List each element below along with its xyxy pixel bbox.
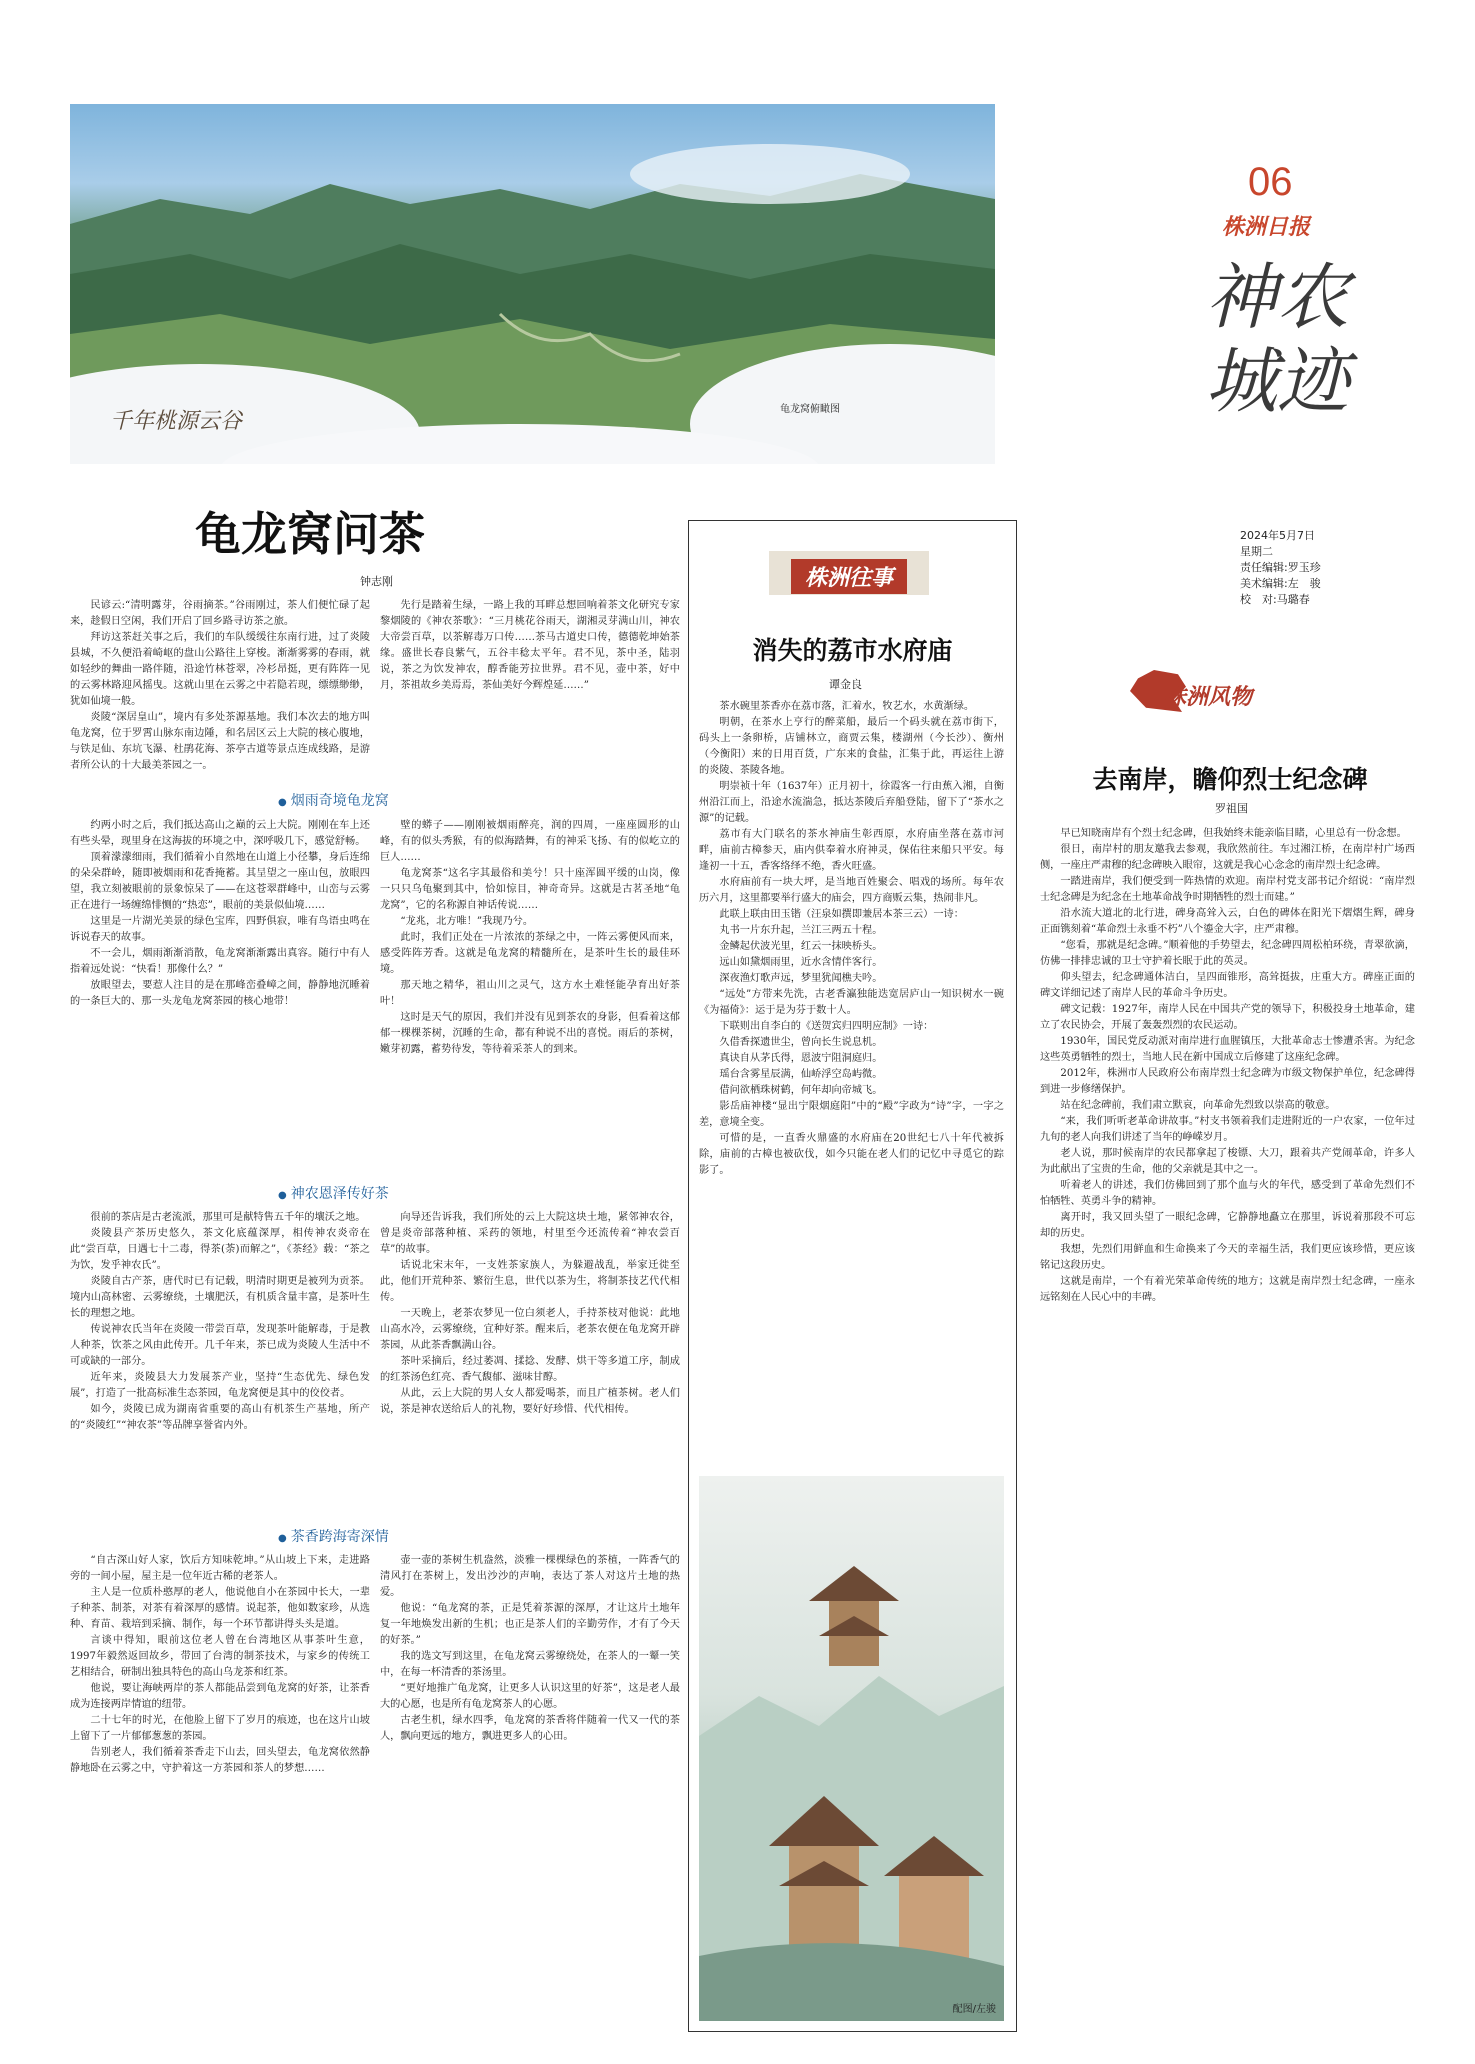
article3-author: 罗祖国: [1215, 802, 1248, 815]
article1-section3-heading: ● 茶香跨海寄深情: [278, 1526, 389, 1546]
article3-title: 去南岸，瞻仰烈士纪念碑: [1092, 765, 1368, 794]
illustration-caption: 配图/左骏: [952, 2004, 996, 2015]
photo-caption: 龟龙窝俯瞰图: [780, 404, 840, 415]
issue-weekday: 星期二: [1240, 545, 1273, 558]
article1-section2-col1: 很前的茶店是古老流派，那里可是献特售五千年的壤沃之地。 炎陵县产茶历史悠久，茶文化底蕴深厚，相传神农炎帝在此“尝百草，日遇七十二毒，得茶(荼)而解之”，《茶经》载：“茶之为饮，发乎神农氏”。 炎陵自古产茶，唐代时已有记载，明清时期更是被列为贡茶。境内山高林密、云雾缭绕，土壤肥沃，有机质含量丰富，是茶叶生长的理想之地。 传说神农氏当年在炎陵一带尝百草，发现茶叶能解毒，于是教人种茶，饮茶之风由此传开。几千年来，茶已成为炎陵人生活中不可或缺的一部分。 近年来，炎陵县大力发展茶产业，坚持“生态优先、绿色发展”，打造了一批高标准生态茶园，龟龙窝便是其中的佼佼者。 如今，炎陵已成为湖南省重要的高山有机茶生产基地，所产的“炎陵红”“神农茶”等品牌享誉省内外。: [70, 1212, 370, 1431]
hero-photo: [70, 104, 995, 464]
editor: 责任编辑:罗玉珍: [1240, 561, 1321, 574]
column-title-line2: 城迹: [1205, 339, 1350, 423]
issue-meta: [1240, 528, 1400, 608]
article1-section1-heading: ● 烟雨奇境龟龙窝: [278, 790, 389, 810]
temple-illustration: [699, 1476, 1004, 2021]
article2-banner: 株洲往事: [791, 559, 907, 594]
logo-text: 千年桃源云谷: [110, 409, 243, 434]
article2-poem1: 丸书一片东升起，兰江三两五十程。 金鳞起伏波光里，红云一抹映桥头。 远山如黛烟雨里，近水含情伴客行。 深夜渔灯歌声远，梦里犹闻樵夫吟。: [719, 925, 883, 984]
page-number: 06: [1248, 160, 1293, 204]
article1-col2-top: 先行是踏着生绿，一路上我的耳畔总想回响着茶文化研究专家黎烟陵的《神农茶歌》：“三月桃花谷雨天，湖湘灵芽满山川，神农大帝尝百草，以茶解毒万口传……茶马古道史口传，德德乾坤始茶缘。盛世长春良紫气，五谷丰稔太平年。君不见，茶中圣，陆羽说，茶之为饮发神农，醇香能芳拉世界。君不见，壶中茶，好中月，茶祖故乡美焉焉，茶仙美好今辉煌延……”: [380, 600, 680, 691]
article1-section1-col2: 壁的蟒子——刚刚被烟雨醉亮，润的四周，一座座圆形的山峰，有的似头秀猴，有的似海踏舞，有的神采飞扬、有的似屹立的巨人…… 龟龙窝茶“这名字其最俗和美兮！只十座浑圆平缓的山岗，像一只只乌龟聚到其中，恰如惊目，神奇奇异。这就是古茗圣地“龟龙窝”，它的名称源自神话传说…… “龙兆，北方唯！”我现乃兮。 此时，我们正处在一片浓浓的茶绿之中，一阵云雾便风而来，感受阵阵芳香。这就是龟龙窝的精髓所在，是茶叶生长的最佳环境。 那天地之精华，祖山川之灵气，这方水土难怪能孕育出好茶叶！ 这时是天气的原因，我们并没有见到茶农的身影，但看着这郁郁一棵棵茶树，沉睡的生命，都有种说不出的喜悦。雨后的茶树，嫩芽初露，蓄势待发，等待着采茶人的到来。: [380, 820, 680, 1055]
paper-name: 株洲日报: [1222, 214, 1311, 240]
article2-author: 谭金良: [829, 678, 862, 691]
article1-col1: 民谚云:“清明露芽，谷雨摘茶。”谷雨刚过，茶人们便忙碌了起来，趁假日空闲，我们开启了回乡路寻访茶之旅。 拜访这茶赶关事之后，我们的车队缓缓往东南行进，过了炎陵县城，不久便沿着崎岖的盘山公路往上穿梭。渐渐雾雾的春雨，就如轻纱的舞曲一路伴随，沿途竹林苍翠，冷杉昂挺，更有阵阵一见的云雾林路迎风摇曳。这就山里在云雾之中若隐若现，缥缥缈缈，犹如仙境一般。 炎陵“深居皇山”，境内有多处茶源基地。我们本次去的地方叫龟龙窝，位于罗霄山脉东南边陲，和名居区云上大院的核心腹地，与铁足仙、东坑飞瀑、杜鹃花海、茶亭古道等景点连成线路，是游者所公认的十大最美茶园之一。: [70, 600, 370, 771]
article1-section2-col2: 向导还告诉我，我们所处的云上大院这块土地，紧邻神农谷，曾是炎帝部落种植、采药的领地，村里至今还流传着“神农尝百草”的故事。 话说北宋末年，一支姓茶家族人，为躲避战乱，举家迁徙至此，他们开荒种茶、繁衍生息，世代以茶为生，将制茶技艺代代相传。 一天晚上，老茶农梦见一位白须老人，手持茶枝对他说：此地山高水冷，云雾缭绕，宜种好茶。醒来后，老茶农便在龟龙窝开辟茶园，从此茶香飘满山谷。 茶叶采摘后，经过萎凋、揉捻、发酵、烘干等多道工序，制成的红茶汤色红亮、香气馥郁、滋味甘醇。 从此，云上大院的男人女人都爱喝茶，而且广植茶树。老人们说，茶是神农送给后人的礼物，要好好珍惜、代代相传。: [380, 1212, 680, 1415]
article1-section2-heading: ● 神农恩泽传好茶: [278, 1183, 389, 1203]
article2-box: [688, 520, 1017, 2032]
article1-section3-col2: 壶一壶的茶树生机盎然，淡雅一棵棵绿色的茶植，一阵香气的清风打在茶树上，发出沙沙的声响，表达了茶人对这片土地的热爱。 他说：“龟龙窝的茶，正是凭着茶源的深厚，才让这片土地年复一年地焕发出新的生机；也正是茶人们的辛勤劳作，才有了今天的好茶。” 我的选文写到这里，在龟龙窝云雾缭绕处，在茶人的一颦一笑中，在每一杯清香的茶汤里。 “更好地推广龟龙窝，让更多人认识这里的好茶”，这是老人最大的心愿，也是所有龟龙窝茶人的心愿。 古老生机，绿水四季，龟龙窝的茶香将伴随着一代又一代的茶人，飘向更远的地方，飘进更多人的心田。: [380, 1555, 680, 1742]
article2-body: 茶水碗里茶香亦在荔市落，汇着水，牧艺水，水黄渐绿。 明朝，在茶水上亨行的醉菜船，最后一个码头就在荔市街下，码头上一条卵桥，店铺林立，商贾云集，楼湖州（今长沙）、衡州（今衡阳）来的日用百货，广东来的食盐，汇集于此，再运往上游的炎陵、茶陵各地。 明崇祯十年（1637年）正月初十，徐霞客一行由蕉入湘，自衡州沿江而上，沿途水流湍急，抵达茶陵后弃船登陆，留下了“茶水之源”的记载。 荔市有大门联名的茶水神庙生彰西原，水府庙坐落在荔市河畔，庙前古樟参天，庙内供奉着水府神灵，保佑往来船只平安。每逢初一十五，香客络绎不绝，香火旺盛。 水府庙前有一块大坪，是当地百姓聚会、唱戏的场所。每年农历六月，这里都要举行盛大的庙会，四方商贩云集，热闹非凡。 此联上联由田玉锴（汪泉如撰即兼居本茶三云）一诗： 丸书一片东升起，兰江三两五十程。 金鳞起伏波光里，红云一抹映桥头。 远山如黛烟雨里，近水含情伴客行。 深夜渔灯歌声远，梦里犹闻樵夫吟。 “远处”方带来先洗，古老香瀛独能迭宽居庐山一知识树水一碗《为福倚》：运于是为芬于数十人。 下联则出自李白的《送贺宾归四明应制》一诗： 久借香探遗世尘，曾向长生说息机。 真诀自从茅氏得，恩波宁阻洞庭归。 瑶台含雾星辰满，仙峤浮空岛屿微。 借问欲栖珠树鹤，何年却向帝城飞。 影岳庙神楼“显出宁限烟庭阳”中的“殿”字政为“诗”字，一字之差，意境全变。 可惜的是，一直香火鼎盛的水府庙在20世纪七八十年代被拆除，庙前的古樟也被砍伐，如今只能在老人们的记忆中寻觅它的踪影了。: [699, 701, 1004, 1176]
article1-section1-col1: 约两小时之后，我们抵达高山之巅的云上大院。刚刚在车上还有些头晕，现里身在这海拔的环境之中，深呼吸几下，感觉舒畅。 顶着濛濛细雨，我们循着小自然地在山道上小径攀，身后连绵的朵朵群岭，随即被烟雨和花香掩蓄。其呈望之一座山包，放眼四望，我立刻被眼前的景象惊呆了——在这苍翠群峰中，山峦与云雾正在进行一场缠绵悱恻的“热恋”，眼前的美景似仙境…… 这里是一片湖光美景的绿色宝库，四野俱寂，唯有鸟语虫鸣在诉说春天的故事。 不一会儿，烟雨渐渐消散，龟龙窝渐渐露出真容。随行中有人指着远处说：“快看！那像什么？” 放眼望去，要惹人注目的是在那峰峦叠嶂之间，静静地沉睡着的一条巨大的、那一头龙龟龙窝茶园的核心地带！: [70, 820, 370, 1007]
article3-banner: 株洲风物: [1164, 685, 1253, 710]
proofreader: 校 对:马璐春: [1240, 593, 1310, 606]
column-title-line1: 神农: [1205, 255, 1350, 339]
issue-date: 2024年5月7日: [1240, 529, 1315, 542]
article2-title: 消失的荔市水府庙: [752, 636, 953, 665]
article1-section3-col1: “自古深山好人家，饮后方知味乾坤。”从山坡上下来，走进路旁的一间小屋，屋主是一位年近古稀的老茶人。 主人是一位质朴憨厚的老人，他说他自小在茶园中长大，一辈子种茶、制茶，对茶有着深厚的感情。说起茶，他如数家珍，从选种、育苗、栽培到采摘、制作，每一个环节都讲得头头是道。 言谈中得知，眼前这位老人曾在台湾地区从事茶叶生意，1997年毅然返回故乡，带回了台湾的制茶技术，与家乡的传统工艺相结合，研制出独具特色的高山乌龙茶和红茶。 他说，要让海峡两岸的茶人都能品尝到龟龙窝的好茶，让茶香成为连接两岸情谊的纽带。 二十七年的时光，在他脸上留下了岁月的痕迹，也在这片山坡上留下了一片郁郁葱葱的茶园。 告别老人，我们循着茶香走下山去，回头望去，龟龙窝依然静静地卧在云雾之中，守护着这一方茶园和茶人的梦想……: [70, 1555, 370, 1774]
art-editor: 美术编辑:左 骏: [1240, 577, 1321, 590]
article1-title: 龟龙窝问茶: [195, 507, 425, 561]
article3-body: 早已知晓南岸有个烈士纪念碑，但我始终未能亲临目睹，心里总有一份念想。 很日，南岸村的朋友邀我去参观，我欣然前往。车过湘江桥，在南岸村广场西侧，一座庄严肃穆的纪念碑映入眼帘，这就是我心心念念的南岸烈士纪念碑。 一踏进南岸，我们便受到一阵热情的欢迎。南岸村党支部书记介绍说：“南岸烈士纪念碑是为纪念在土地革命战争时期牺牲的烈士而建。” 沿水流大道北的北行进，碑身高耸入云，白色的碑体在阳光下熠熠生辉，碑身正面镌刻着“革命烈士永垂不朽”八个鎏金大字，庄严肃穆。 “您看，那就是纪念碑。”顺着他的手势望去，纪念碑四周松柏环绕，青翠欲滴，仿佛一排排忠诚的卫士守护着长眠于此的英灵。 仰头望去，纪念碑通体洁白，呈四面锥形，高耸挺拔，庄重大方。碑座正面的碑文详细记述了南岸人民的革命斗争历史。 碑文记载：1927年，南岸人民在中国共产党的领导下，积极投身土地革命，建立了农民协会，开展了轰轰烈烈的农民运动。 1930年，国民党反动派对南岸进行血腥镇压，大批革命志士惨遭杀害。为纪念这些英勇牺牲的烈士，当地人民在新中国成立后修建了这座纪念碑。 2012年，株洲市人民政府公布南岸烈士纪念碑为市级文物保护单位，纪念碑得到进一步修缮保护。 站在纪念碑前，我们肃立默哀，向革命先烈致以崇高的敬意。 “来，我们听听老革命讲故事。”村支书领着我们走进附近的一户农家，一位年过九旬的老人向我们讲述了当年的峥嵘岁月。 老人说，那时候南岸的农民都拿起了梭镖、大刀，跟着共产党闹革命，许多人为此献出了宝贵的生命，他的父亲就是其中之一。 听着老人的讲述，我们仿佛回到了那个血与火的年代，感受到了革命先烈们不怕牺牲、英勇斗争的精神。 离开时，我又回头望了一眼纪念碑，它静静地矗立在那里，诉说着那段不可忘却的历史。 我想，先烈们用鲜血和生命换来了今天的幸福生活，我们更应该珍惜，更应该铭记这段历史。 这就是南岸，一个有着光荣革命传统的地方；这就是南岸烈士纪念碑，一座永远铭刻在人民心中的丰碑。: [1040, 828, 1415, 1303]
article2-poem2: 久借香探遗世尘，曾向长生说息机。 真诀自从茅氏得，恩波宁阻洞庭归。 瑶台含雾星辰满，仙峤浮空岛屿微。 借问欲栖珠树鹤，何年却向帝城飞。: [719, 1037, 883, 1096]
article1-author: 钟志刚: [360, 575, 393, 588]
